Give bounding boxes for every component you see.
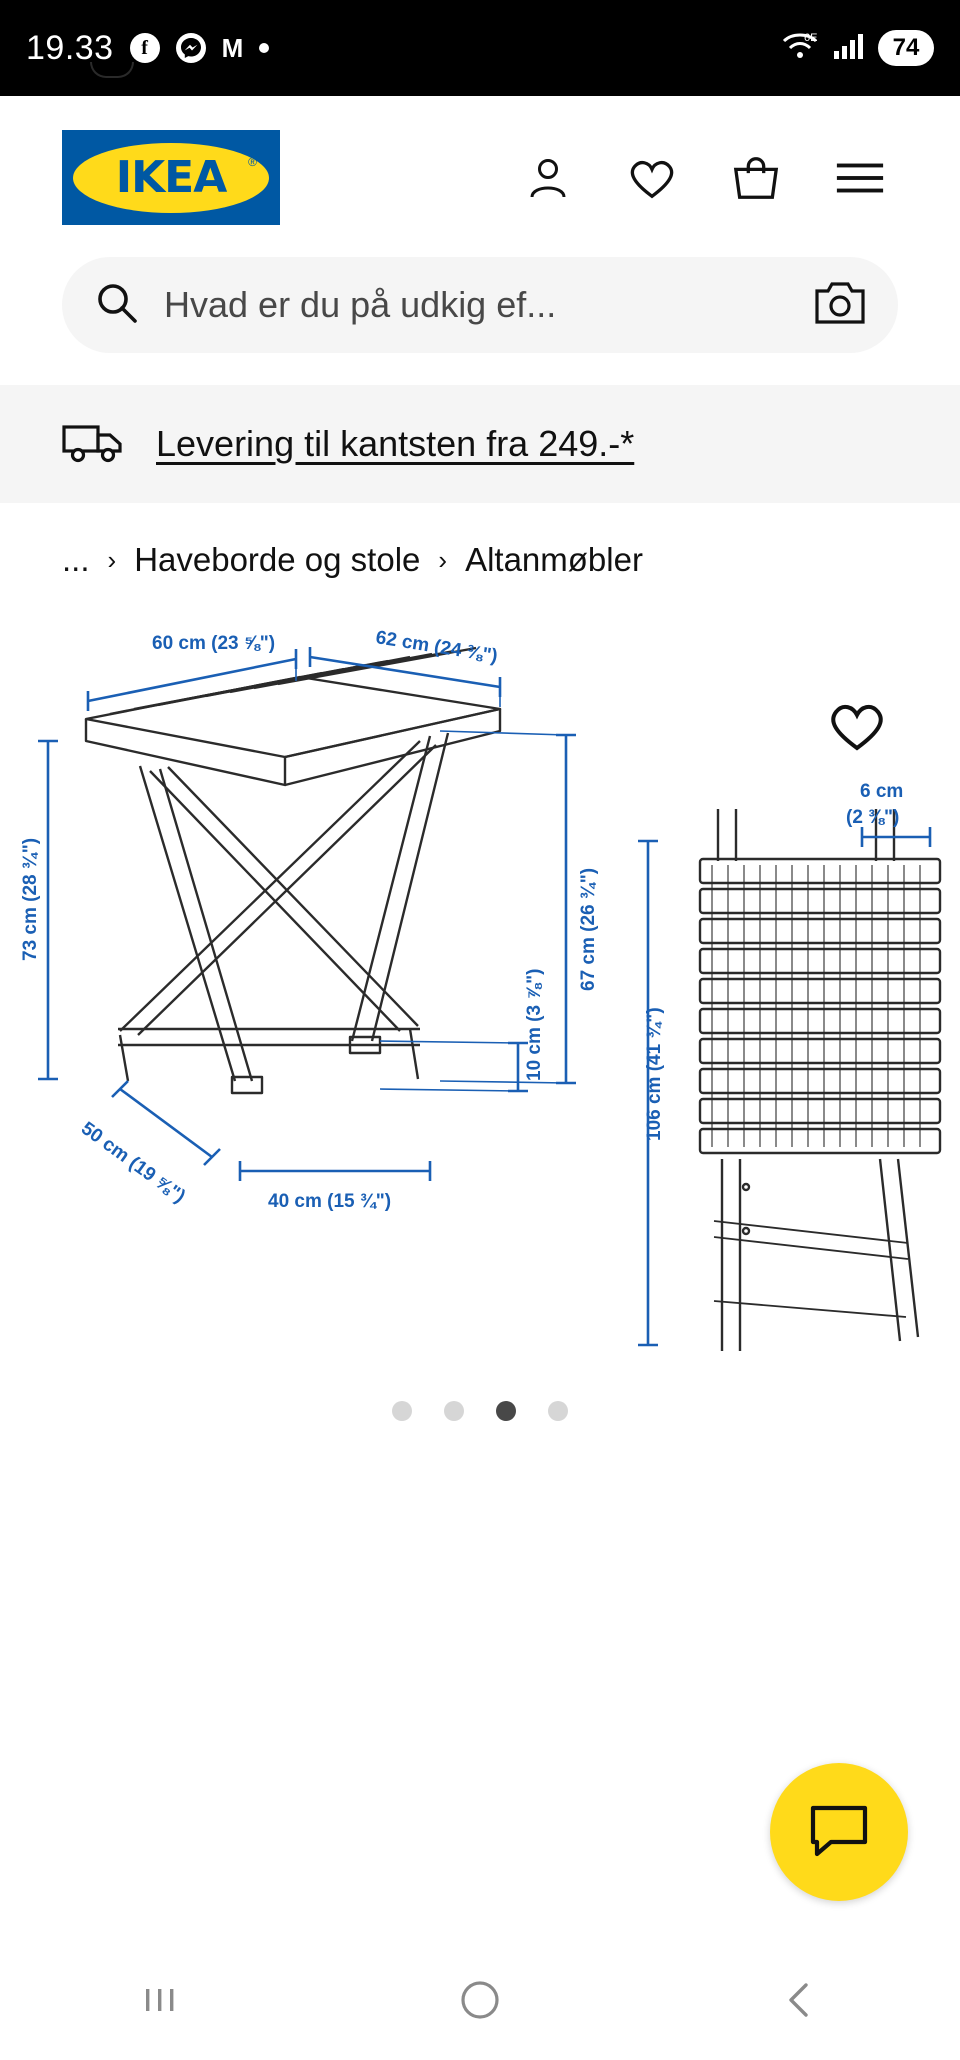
messenger-icon xyxy=(176,33,206,63)
chat-bubble-icon xyxy=(807,1802,871,1863)
svg-text:6 cm: 6 cm xyxy=(860,781,904,802)
breadcrumb-item-altanmobler[interactable]: Altanmøbler xyxy=(465,541,643,578)
carousel-dot-1[interactable] xyxy=(392,1401,412,1421)
hamburger-menu-icon[interactable] xyxy=(834,152,886,204)
status-bar xyxy=(0,0,960,96)
chat-fab-button[interactable] xyxy=(770,1763,908,1901)
svg-text:50 cm (19 ⅝"): 50 cm (19 ⅝") xyxy=(77,1118,189,1208)
breadcrumb-separator: › xyxy=(438,544,448,575)
gmail-icon: M xyxy=(221,32,244,63)
android-nav-bar xyxy=(0,1939,960,2059)
recents-button[interactable] xyxy=(100,1940,220,2060)
home-button[interactable] xyxy=(420,1940,540,2060)
ikea-logo-text: IKEA xyxy=(115,152,227,203)
delivery-truck-icon xyxy=(62,419,124,470)
breadcrumb-separator: › xyxy=(107,544,117,575)
svg-text:40 cm (15 ¾"): 40 cm (15 ¾") xyxy=(268,1191,392,1212)
svg-text:6E: 6E xyxy=(804,31,818,44)
svg-text:106 cm (41 ¾"): 106 cm (41 ¾") xyxy=(644,1007,665,1141)
svg-text:(2 ⅜"): (2 ⅜") xyxy=(846,807,900,828)
product-dimension-drawing xyxy=(0,611,960,1371)
search-bar[interactable] xyxy=(62,257,898,353)
svg-text:60 cm (23 ⅝"): 60 cm (23 ⅝") xyxy=(152,633,276,654)
camera-icon[interactable] xyxy=(814,280,866,331)
svg-text:62 cm (24 ⅜"): 62 cm (24 ⅜") xyxy=(374,627,500,668)
search-section xyxy=(0,235,960,353)
status-clock: 19.33 xyxy=(26,28,114,67)
back-button[interactable] xyxy=(740,1940,860,2060)
status-bar-left xyxy=(26,29,269,68)
status-notification-icons xyxy=(130,33,270,64)
header-icon-group xyxy=(522,152,898,204)
wifi-6e-icon xyxy=(780,29,820,68)
shopping-bag-icon[interactable] xyxy=(730,152,782,204)
site-header xyxy=(0,96,960,235)
facebook-icon: f xyxy=(130,33,160,63)
carousel-dot-4[interactable] xyxy=(548,1401,568,1421)
carousel-dot-3[interactable] xyxy=(496,1401,516,1421)
favorites-heart-icon[interactable] xyxy=(626,152,678,204)
status-bar-right xyxy=(780,29,934,68)
battery-indicator: 74 xyxy=(878,30,934,66)
search-icon xyxy=(94,280,140,331)
signal-bars-icon xyxy=(832,31,866,66)
svg-text:67 cm (26 ¾"): 67 cm (26 ¾") xyxy=(578,867,599,991)
svg-text:10 cm (3 ⅞"): 10 cm (3 ⅞") xyxy=(524,968,545,1081)
camera-notch xyxy=(90,62,134,78)
product-image-carousel[interactable] xyxy=(0,611,960,1371)
ikea-logo[interactable] xyxy=(62,130,280,225)
breadcrumb xyxy=(0,503,960,589)
dot-indicator-icon xyxy=(259,43,269,53)
registered-trademark-icon: ® xyxy=(248,154,257,169)
delivery-banner[interactable] xyxy=(0,385,960,503)
svg-text:73 cm (28 ¾"): 73 cm (28 ¾") xyxy=(20,837,41,961)
search-input[interactable]: Hvad er du på udkig ef... xyxy=(164,284,557,325)
ikea-logo-oval xyxy=(73,143,269,213)
product-favorite-heart-icon[interactable] xyxy=(826,697,888,760)
carousel-dot-2[interactable] xyxy=(444,1401,464,1421)
breadcrumb-item-haveborde[interactable]: Haveborde og stole xyxy=(134,541,421,578)
carousel-dots[interactable] xyxy=(0,1401,960,1421)
account-icon[interactable] xyxy=(522,152,574,204)
delivery-banner-text[interactable]: Levering til kantsten fra 249.-* xyxy=(156,423,635,464)
breadcrumb-ellipsis[interactable]: ... xyxy=(62,541,90,578)
